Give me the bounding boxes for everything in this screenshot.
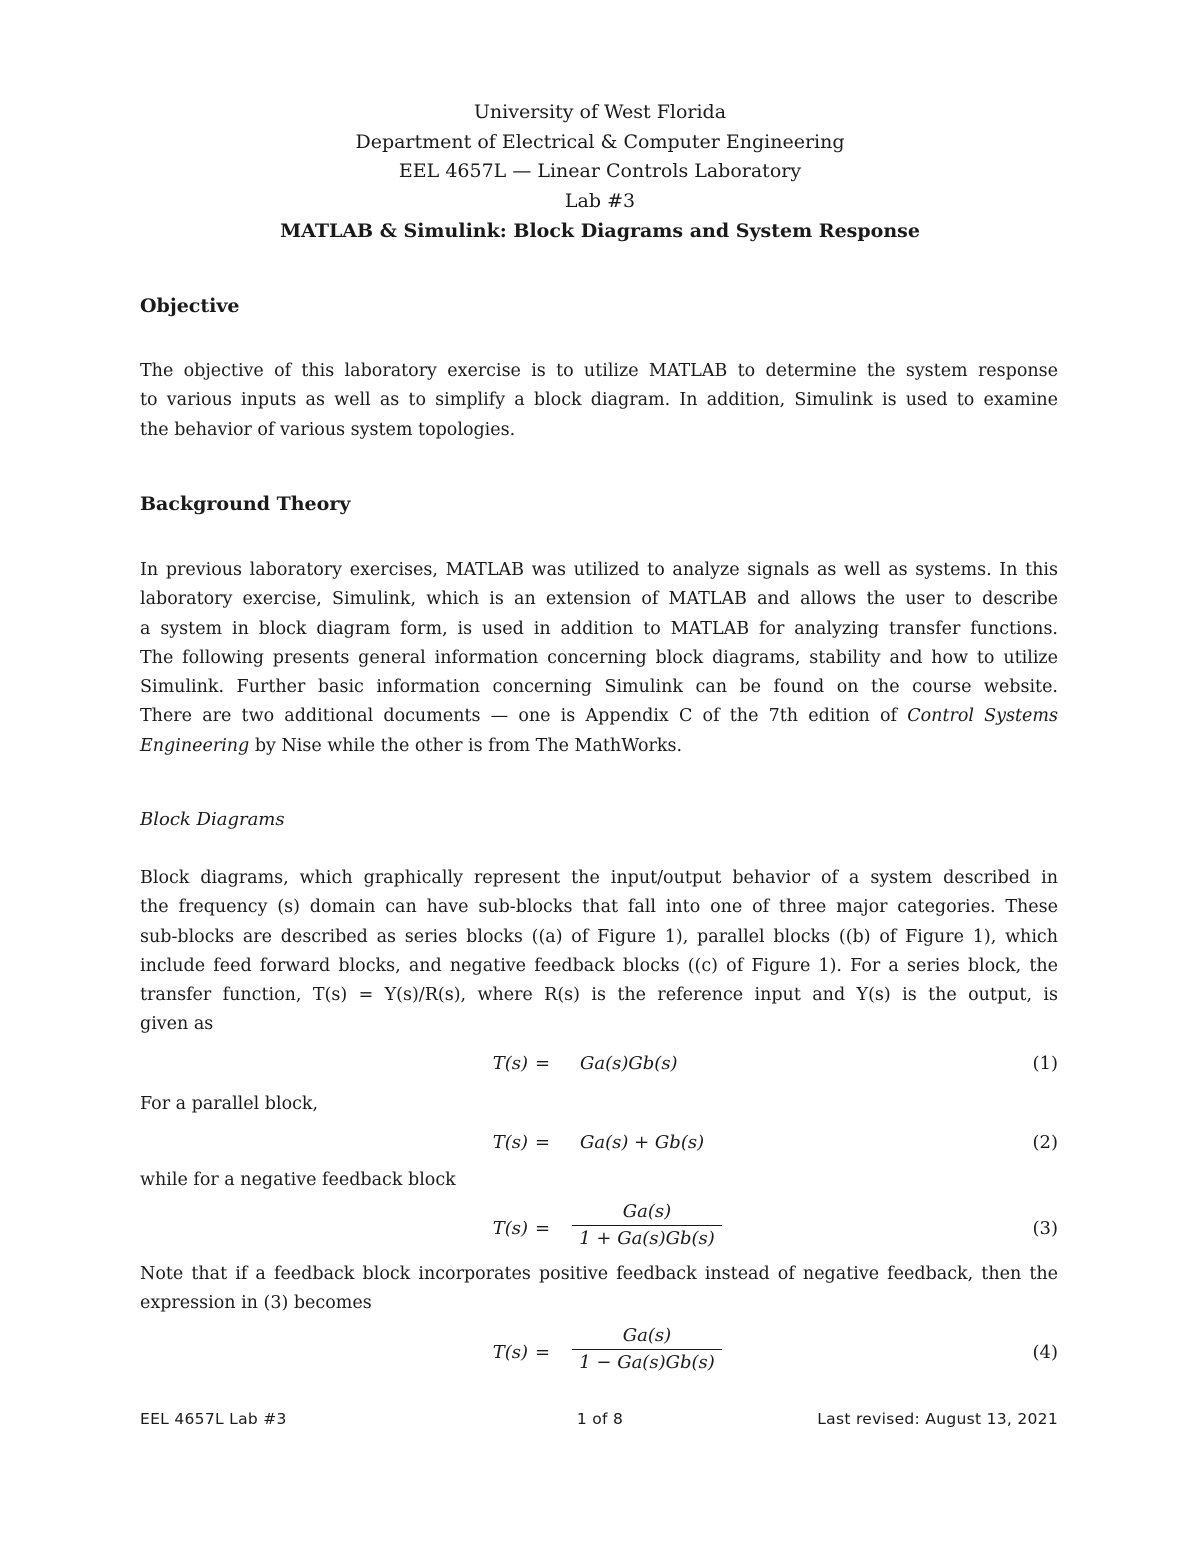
footer-left: EEL 4657L Lab #3: [140, 1410, 287, 1428]
equation-number: (2): [1032, 1132, 1058, 1153]
paragraph-line: For a parallel block,: [140, 1094, 319, 1114]
department-name: Department of Electrical & Computer Engineering: [355, 131, 845, 153]
parallel-intro: [140, 1090, 1058, 1119]
equation-number: (4): [1032, 1342, 1058, 1363]
paragraph-line: sub-blocks are described as series blocks ((a) of Figure 1), parallel blocks ((b) of Figure 1), which: [140, 926, 1058, 947]
university-name: University of West Florida: [473, 101, 727, 123]
equation-4: [140, 1325, 1058, 1402]
paragraph-line: laboratory exercise, Simulink, which is an extension of MATLAB and allows the user to describe: [140, 589, 1058, 610]
paragraph-line: the frequency (s) domain can have sub-blocks that fall into one of three major categories. These: [140, 897, 1058, 918]
equals-sign: =: [535, 1053, 551, 1074]
paragraph-line: expression in (3) becomes: [140, 1293, 372, 1314]
paragraph-line: the behavior of various system topologies.: [140, 419, 516, 440]
paragraph-line: [140, 732, 1058, 761]
lab-number: Lab #3: [564, 190, 636, 212]
lab-title: MATLAB & Simulink: Block Diagrams and System Response: [280, 220, 920, 242]
page-number: 1 of 8: [576, 1410, 624, 1428]
fraction-denominator: 1 − Ga(s)Gb(s): [579, 1352, 715, 1373]
block-diagrams-heading: Block Diagrams: [140, 809, 285, 830]
equation-lhs: T(s): [492, 1218, 528, 1239]
paragraph-line: given as: [140, 1014, 214, 1035]
equation-rhs: Ga(s) + Gb(s): [580, 1132, 705, 1153]
objective-paragraph: [140, 357, 1058, 445]
equals-sign: =: [535, 1132, 551, 1153]
block-diagrams-paragraph: [140, 864, 1058, 1040]
book-title-part2: Engineering: [140, 735, 250, 756]
fraction-numerator: Ga(s): [622, 1201, 672, 1222]
note-paragraph: [140, 1260, 1058, 1319]
paragraph-line: In previous laboratory exercises, MATLAB was utilized to analyze signals as well as systems. In this: [140, 560, 1058, 580]
paragraph-line: Simulink. Further basic information concerning Simulink can be found on the course website.: [140, 677, 1058, 698]
fraction-denominator: 1 + Ga(s)Gb(s): [579, 1228, 715, 1249]
equation-number: (3): [1032, 1218, 1058, 1239]
fraction: [572, 1325, 722, 1373]
equals-sign: =: [535, 1342, 551, 1363]
equation-lhs: T(s): [492, 1053, 528, 1074]
equation-lhs: T(s): [492, 1342, 528, 1363]
equation-1: [140, 1053, 1058, 1093]
book-title-part1: Control Systems: [907, 706, 1058, 727]
equation-number: (1): [1032, 1053, 1058, 1074]
paragraph-line: while for a negative feedback block: [140, 1170, 456, 1190]
objective-heading: Objective: [140, 295, 240, 317]
background-heading: Background Theory: [140, 493, 351, 515]
equals-sign: =: [535, 1218, 551, 1239]
fraction-numerator: Ga(s): [622, 1325, 672, 1346]
fraction: [572, 1201, 722, 1249]
course-title: EEL 4657L — Linear Controls Laboratory: [398, 160, 802, 182]
paragraph-line: [140, 702, 1058, 731]
line-text: There are two additional documents — one is Appendix C of the 7th edition of: [140, 706, 898, 727]
paragraph-line: to various inputs as well as to simplify a block diagram. In addition, Simulink is used to examine: [140, 390, 1058, 411]
feedback-intro: [140, 1166, 1058, 1195]
line-text: by Nise while the other is from The MathWorks.: [249, 735, 683, 756]
background-paragraph: [140, 556, 1058, 761]
paragraph-line: a system in block diagram form, is used in addition to MATLAB for analyzing transfer functions.: [140, 618, 1058, 639]
paragraph-line: transfer function, T(s) = Y(s)/R(s), where R(s) is the reference input and Y(s) is the output, is: [140, 985, 1058, 1006]
equation-lhs: T(s): [492, 1132, 528, 1153]
paragraph-line: The objective of this laboratory exercise is to utilize MATLAB to determine the system response: [140, 361, 1058, 381]
paragraph-line: Block diagrams, which graphically represent the input/output behavior of a system described in: [140, 868, 1058, 888]
paragraph-line: include feed forward blocks, and negative feedback blocks ((c) of Figure 1). For a series block, the: [140, 955, 1058, 976]
equation-rhs: Ga(s)Gb(s): [580, 1053, 678, 1074]
paragraph-line: The following presents general information concerning block diagrams, stability and how to utilize: [140, 647, 1058, 668]
footer-right: Last revised: August 13, 2021: [817, 1410, 1058, 1428]
paragraph-line: Note that if a feedback block incorporates positive feedback instead of negative feedback, then the: [140, 1264, 1058, 1284]
